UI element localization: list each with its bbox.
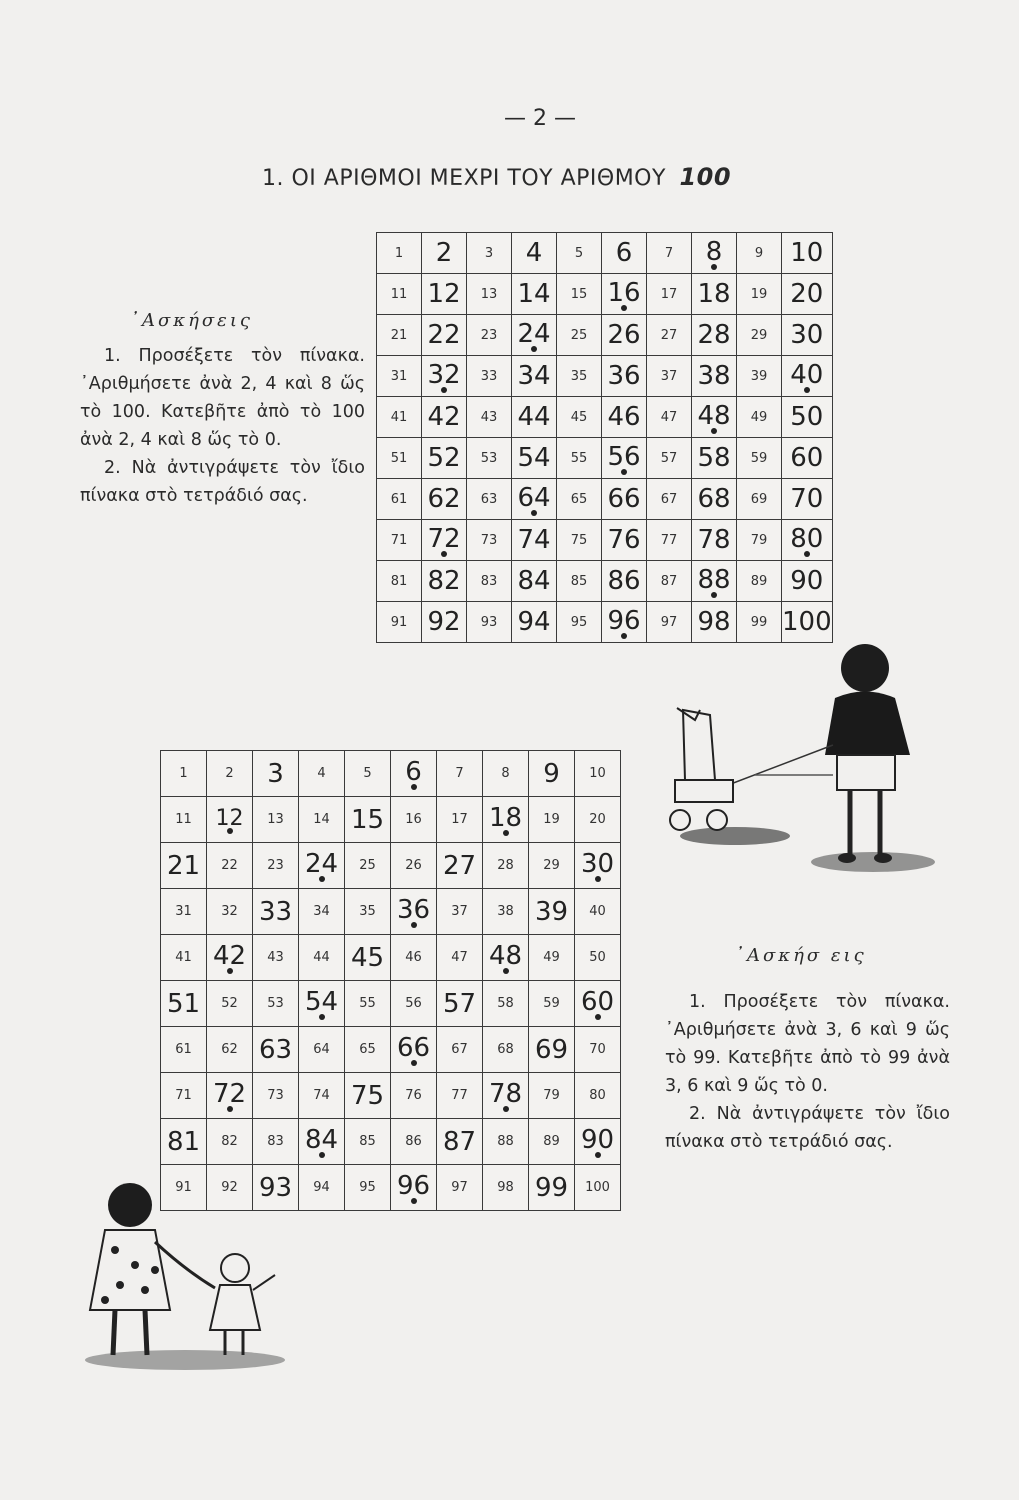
table1-cell: 43 xyxy=(467,397,512,438)
exercise2-heading: ᾿Ασκήσ εις xyxy=(735,945,867,966)
table2-cell: 74 xyxy=(299,1073,345,1119)
table1-cell: 99 xyxy=(737,602,782,643)
table1-cell: 57 xyxy=(647,438,692,479)
table2-cell: 81 xyxy=(161,1119,207,1165)
table1-cell: 85 xyxy=(557,561,602,602)
table2-cell: 9 xyxy=(529,751,575,797)
table2-cell: 15 xyxy=(345,797,391,843)
table2-row xyxy=(161,935,621,981)
table2-cell: 32 xyxy=(207,889,253,935)
table2-cell: 18 xyxy=(483,797,529,843)
table2-cell: 88 xyxy=(483,1119,529,1165)
table2-cell: 89 xyxy=(529,1119,575,1165)
table2-cell: 70 xyxy=(575,1027,621,1073)
table1-cell: 69 xyxy=(737,479,782,520)
table2-cell: 28 xyxy=(483,843,529,889)
table1-cell: 55 xyxy=(557,438,602,479)
table1-row xyxy=(377,315,833,356)
table1-row xyxy=(377,479,833,520)
table1-cell: 60 xyxy=(782,438,833,479)
table1-cell: 91 xyxy=(377,602,422,643)
table1-cell: 4 xyxy=(512,233,557,274)
table1-cell: 16 xyxy=(602,274,647,315)
table2-cell: 30 xyxy=(575,843,621,889)
table2-cell: 64 xyxy=(299,1027,345,1073)
table1-cell: 92 xyxy=(422,602,467,643)
table2-cell: 5 xyxy=(345,751,391,797)
table2-cell: 48 xyxy=(483,935,529,981)
table1-cell: 42 xyxy=(422,397,467,438)
table1-cell: 35 xyxy=(557,356,602,397)
table2-cell: 31 xyxy=(161,889,207,935)
table1-cell: 9 xyxy=(737,233,782,274)
table1-cell: 11 xyxy=(377,274,422,315)
table1-row xyxy=(377,561,833,602)
table1-cell: 27 xyxy=(647,315,692,356)
table1-cell: 77 xyxy=(647,520,692,561)
table2-cell: 24 xyxy=(299,843,345,889)
table2-cell: 37 xyxy=(437,889,483,935)
table1-cell: 14 xyxy=(512,274,557,315)
table1-cell: 63 xyxy=(467,479,512,520)
table2-cell: 51 xyxy=(161,981,207,1027)
table2-cell: 34 xyxy=(299,889,345,935)
table2-cell: 61 xyxy=(161,1027,207,1073)
table2-cell: 3 xyxy=(253,751,299,797)
table2-cell: 90 xyxy=(575,1119,621,1165)
table2-cell: 98 xyxy=(483,1165,529,1211)
exercise1-item-2: 2. Νὰ ἀντιγράψετε τὸν ἴδιο πίνακα στὸ τετράδιό σας. xyxy=(80,458,365,506)
table1-cell: 20 xyxy=(782,274,833,315)
table1-cell: 34 xyxy=(512,356,557,397)
table2-cell: 19 xyxy=(529,797,575,843)
table2-cell: 21 xyxy=(161,843,207,889)
table1-cell: 19 xyxy=(737,274,782,315)
table2-cell: 65 xyxy=(345,1027,391,1073)
table2-cell: 40 xyxy=(575,889,621,935)
table2-cell: 75 xyxy=(345,1073,391,1119)
table1-cell: 72 xyxy=(422,520,467,561)
table1-cell: 71 xyxy=(377,520,422,561)
table1-cell: 25 xyxy=(557,315,602,356)
table2-cell: 57 xyxy=(437,981,483,1027)
exercise1-text xyxy=(80,342,365,510)
table2-cell: 83 xyxy=(253,1119,299,1165)
table2-cell: 27 xyxy=(437,843,483,889)
table2-cell: 25 xyxy=(345,843,391,889)
table1-cell: 87 xyxy=(647,561,692,602)
girl-and-child-drawing xyxy=(75,1170,295,1380)
table1-cell: 10 xyxy=(782,233,833,274)
table1-cell: 38 xyxy=(692,356,737,397)
table1-cell: 40 xyxy=(782,356,833,397)
table2-cell: 41 xyxy=(161,935,207,981)
table2-cell: 54 xyxy=(299,981,345,1027)
table2-cell: 69 xyxy=(529,1027,575,1073)
table1-cell: 29 xyxy=(737,315,782,356)
table1-cell: 66 xyxy=(602,479,647,520)
table1-cell: 86 xyxy=(602,561,647,602)
table2-cell: 1 xyxy=(161,751,207,797)
table1-row xyxy=(377,397,833,438)
table1-cell: 95 xyxy=(557,602,602,643)
table1-cell: 74 xyxy=(512,520,557,561)
table1-cell: 51 xyxy=(377,438,422,479)
boy-with-toy-illustration xyxy=(655,640,955,885)
table2-row xyxy=(161,843,621,889)
table1-cell: 44 xyxy=(512,397,557,438)
table2-cell: 45 xyxy=(345,935,391,981)
table2-row xyxy=(161,889,621,935)
table1-cell: 54 xyxy=(512,438,557,479)
table2-cell: 42 xyxy=(207,935,253,981)
table1-cell: 93 xyxy=(467,602,512,643)
table2-cell: 93 xyxy=(253,1165,299,1211)
table1-cell: 73 xyxy=(467,520,512,561)
boy-with-toy-drawing xyxy=(655,640,955,885)
table2-row xyxy=(161,751,621,797)
table1-cell: 33 xyxy=(467,356,512,397)
table1-cell: 3 xyxy=(467,233,512,274)
table2-cell: 73 xyxy=(253,1073,299,1119)
table1-cell: 81 xyxy=(377,561,422,602)
table1-cell: 7 xyxy=(647,233,692,274)
table2-cell: 53 xyxy=(253,981,299,1027)
table2-cell: 91 xyxy=(161,1165,207,1211)
table1-cell: 82 xyxy=(422,561,467,602)
table2-cell: 95 xyxy=(345,1165,391,1211)
table1-cell: 61 xyxy=(377,479,422,520)
table1-cell: 78 xyxy=(692,520,737,561)
table2-cell: 16 xyxy=(391,797,437,843)
table2-cell: 4 xyxy=(299,751,345,797)
table2-cell: 35 xyxy=(345,889,391,935)
table2-cell: 76 xyxy=(391,1073,437,1119)
table1-cell: 1 xyxy=(377,233,422,274)
table2-cell: 10 xyxy=(575,751,621,797)
exercise2-item-2: 2. Νὰ ἀντιγράψετε τὸν ἴδιο πίνακα στὸ τετράδιό σας. xyxy=(665,1104,950,1152)
table1-cell: 59 xyxy=(737,438,782,479)
table1-cell: 56 xyxy=(602,438,647,479)
table2-cell: 79 xyxy=(529,1073,575,1119)
table1-cell: 70 xyxy=(782,479,833,520)
table2-cell: 11 xyxy=(161,797,207,843)
page-title xyxy=(262,163,731,191)
table1-cell: 76 xyxy=(602,520,647,561)
table2-cell: 58 xyxy=(483,981,529,1027)
table1-cell: 100 xyxy=(782,602,833,643)
girl-and-child-illustration xyxy=(75,1170,295,1380)
table1-cell: 45 xyxy=(557,397,602,438)
table2-cell: 63 xyxy=(253,1027,299,1073)
table2-cell: 56 xyxy=(391,981,437,1027)
table2-cell: 86 xyxy=(391,1119,437,1165)
table2-cell: 94 xyxy=(299,1165,345,1211)
table2-cell: 50 xyxy=(575,935,621,981)
exercise2-text xyxy=(665,988,950,1156)
exercise1-item-1: 1. Προσέξετε τὸν πίνακα. ᾿Αριθμήσετε ἀνὰ 2, 4 καὶ 8 ὥς τὸ 100. Κατεβῆτε ἀπὸ τὸ 100 ἀνὰ 2, 4 καὶ 8 ὥς τὸ 0. xyxy=(80,346,365,450)
table1-cell: 26 xyxy=(602,315,647,356)
table2-cell: 67 xyxy=(437,1027,483,1073)
page-number: — 2 — xyxy=(504,106,576,131)
table1-cell: 88 xyxy=(692,561,737,602)
table1-cell: 8 xyxy=(692,233,737,274)
table1-cell: 28 xyxy=(692,315,737,356)
table2-cell: 92 xyxy=(207,1165,253,1211)
table1-cell: 47 xyxy=(647,397,692,438)
table2-cell: 71 xyxy=(161,1073,207,1119)
table1-cell: 24 xyxy=(512,315,557,356)
number-table-1 xyxy=(376,232,833,643)
table2-row xyxy=(161,1027,621,1073)
table1-cell: 21 xyxy=(377,315,422,356)
table2-cell: 60 xyxy=(575,981,621,1027)
table1-row xyxy=(377,356,833,397)
table2-cell: 47 xyxy=(437,935,483,981)
table2-cell: 84 xyxy=(299,1119,345,1165)
table2-cell: 78 xyxy=(483,1073,529,1119)
table2-cell: 68 xyxy=(483,1027,529,1073)
table1-cell: 23 xyxy=(467,315,512,356)
table2-cell: 100 xyxy=(575,1165,621,1211)
table2-cell: 55 xyxy=(345,981,391,1027)
table1-cell: 89 xyxy=(737,561,782,602)
table2-row xyxy=(161,981,621,1027)
table2-cell: 8 xyxy=(483,751,529,797)
table2-cell: 77 xyxy=(437,1073,483,1119)
table2-cell: 43 xyxy=(253,935,299,981)
table2-cell: 39 xyxy=(529,889,575,935)
table1-cell: 32 xyxy=(422,356,467,397)
page-title-text: 1. ΟΙ ΑΡΙΘΜΟΙ ΜΕΧΡΙ ΤΟΥ ΑΡΙΘΜΟΥ xyxy=(262,166,666,191)
table1-cell: 48 xyxy=(692,397,737,438)
table1-cell: 17 xyxy=(647,274,692,315)
table1-cell: 65 xyxy=(557,479,602,520)
table1-row xyxy=(377,274,833,315)
table2-cell: 38 xyxy=(483,889,529,935)
table1-cell: 64 xyxy=(512,479,557,520)
table1-cell: 30 xyxy=(782,315,833,356)
table2-cell: 87 xyxy=(437,1119,483,1165)
table1-cell: 5 xyxy=(557,233,602,274)
table2-cell: 36 xyxy=(391,889,437,935)
table1-cell: 49 xyxy=(737,397,782,438)
table1-cell: 94 xyxy=(512,602,557,643)
number-table-2 xyxy=(160,750,621,1211)
table1-row xyxy=(377,233,833,274)
table2-cell: 26 xyxy=(391,843,437,889)
table1-cell: 67 xyxy=(647,479,692,520)
table2-cell: 20 xyxy=(575,797,621,843)
table2-cell: 59 xyxy=(529,981,575,1027)
table1-cell: 15 xyxy=(557,274,602,315)
table2-cell: 17 xyxy=(437,797,483,843)
table1-cell: 84 xyxy=(512,561,557,602)
table2-cell: 97 xyxy=(437,1165,483,1211)
table1-cell: 50 xyxy=(782,397,833,438)
table2-cell: 44 xyxy=(299,935,345,981)
table2-cell: 33 xyxy=(253,889,299,935)
table1-cell: 68 xyxy=(692,479,737,520)
table1-cell: 53 xyxy=(467,438,512,479)
table2-cell: 12 xyxy=(207,797,253,843)
table1-cell: 98 xyxy=(692,602,737,643)
page-title-number: 100 xyxy=(679,163,732,191)
table1-cell: 6 xyxy=(602,233,647,274)
table2-cell: 99 xyxy=(529,1165,575,1211)
table1-row xyxy=(377,602,833,643)
table1-row xyxy=(377,438,833,479)
table1-cell: 46 xyxy=(602,397,647,438)
table2-cell: 46 xyxy=(391,935,437,981)
exercise2-item-1: 1. Προσέξετε τὸν πίνακα. ᾿Αριθμήσετε ἀνὰ 3, 6 καὶ 9 ὥς τὸ 99. Κατεβῆτε ἀπὸ τὸ 99 ἀνὰ 3, 6 καὶ 9 ὥς τὸ 0. xyxy=(665,992,950,1096)
table2-cell: 22 xyxy=(207,843,253,889)
table1-cell: 22 xyxy=(422,315,467,356)
table2-cell: 52 xyxy=(207,981,253,1027)
table2-cell: 49 xyxy=(529,935,575,981)
table1-cell: 75 xyxy=(557,520,602,561)
table2-row xyxy=(161,1119,621,1165)
table2-cell: 23 xyxy=(253,843,299,889)
table2-row xyxy=(161,797,621,843)
table1-cell: 97 xyxy=(647,602,692,643)
table1-cell: 41 xyxy=(377,397,422,438)
table1-cell: 12 xyxy=(422,274,467,315)
exercise1-heading: ᾿Ασκήσεις xyxy=(130,310,253,331)
table2-cell: 66 xyxy=(391,1027,437,1073)
table1-cell: 37 xyxy=(647,356,692,397)
table2-cell: 14 xyxy=(299,797,345,843)
table1-cell: 90 xyxy=(782,561,833,602)
table1-cell: 96 xyxy=(602,602,647,643)
table1-cell: 83 xyxy=(467,561,512,602)
table1-cell: 2 xyxy=(422,233,467,274)
table2-cell: 2 xyxy=(207,751,253,797)
table1-cell: 36 xyxy=(602,356,647,397)
table2-cell: 85 xyxy=(345,1119,391,1165)
table1-cell: 52 xyxy=(422,438,467,479)
table1-cell: 13 xyxy=(467,274,512,315)
table2-cell: 7 xyxy=(437,751,483,797)
table1-cell: 39 xyxy=(737,356,782,397)
table2-row xyxy=(161,1073,621,1119)
table1-cell: 79 xyxy=(737,520,782,561)
table2-cell: 13 xyxy=(253,797,299,843)
table2-cell: 29 xyxy=(529,843,575,889)
table1-cell: 31 xyxy=(377,356,422,397)
table1-row xyxy=(377,520,833,561)
table1-cell: 80 xyxy=(782,520,833,561)
table2-cell: 6 xyxy=(391,751,437,797)
table2-cell: 80 xyxy=(575,1073,621,1119)
table2-cell: 72 xyxy=(207,1073,253,1119)
table2-cell: 62 xyxy=(207,1027,253,1073)
table2-cell: 96 xyxy=(391,1165,437,1211)
table1-cell: 62 xyxy=(422,479,467,520)
table2-cell: 82 xyxy=(207,1119,253,1165)
table1-cell: 58 xyxy=(692,438,737,479)
table1-cell: 18 xyxy=(692,274,737,315)
